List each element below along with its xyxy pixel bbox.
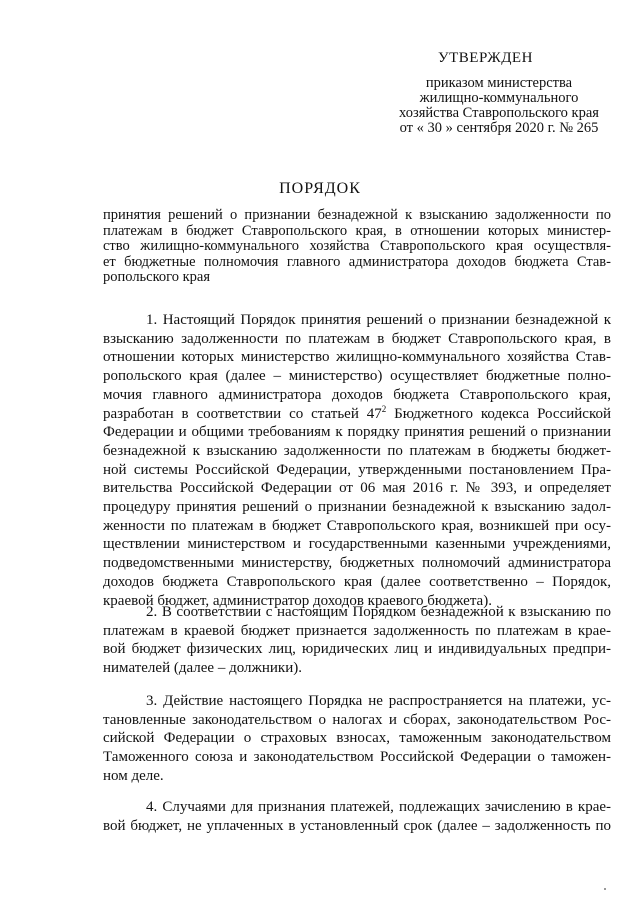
paragraph-line: ной системы Российской Федерации, утвержденными постановлением Пра- — [103, 461, 611, 478]
paragraph-line: доходов бюджета Ставропольского края (далее соответственно – Порядок, — [103, 573, 611, 590]
paragraph-1 — [103, 311, 611, 610]
subtitle-line: ропольского края — [103, 269, 211, 285]
paragraph-line: краевой бюджет, администратор доходов краевого бюджета). — [103, 592, 492, 609]
paragraph-line: безнадежной к взысканию задолженности по платежам в бюджеты бюджет- — [103, 442, 611, 459]
scan-speck — [604, 888, 606, 890]
order-line: хозяйства Ставропольского края — [399, 105, 599, 121]
paragraph-line: мочия главного администратора доходов бюджета Ставропольского края, — [103, 386, 611, 403]
order-reference — [390, 76, 608, 136]
article-text-pre: разработан в соответствии со статьей 47 — [103, 405, 382, 422]
paragraph-line: отношении которых министерство жилищно-коммунального хозяйства Став- — [103, 349, 611, 366]
paragraph-line: 4. Случаями для признания платежей, подлежащих зачислению в крае- — [146, 799, 611, 815]
paragraph-line: процедуру принятия решений о признании безнадежной к взысканию задол- — [103, 499, 611, 516]
paragraph-line: ном деле. — [103, 767, 164, 784]
paragraph-line: нимателей (далее – должники). — [103, 660, 302, 677]
subtitle-line: платежам в бюджет Ставропольского края, в отношении которых министер- — [103, 222, 611, 239]
paragraph-3 — [103, 692, 611, 786]
paragraph-line: вительства Российской Федерации от 06 мая 2016 г. № 393, и определяет — [103, 480, 611, 497]
paragraph-line: тановленные законодательством о налогах и сборах, законодательством Рос- — [103, 711, 611, 728]
paragraph-line: подведомственными министерству, бюджетных полномочий администратора — [103, 555, 611, 572]
paragraph-line: вой бюджет физических лиц, юридических лиц и индивидуальных предпри- — [103, 641, 611, 658]
paragraph-line: платежам в краевой бюджет признается задолженность по платежам в крае- — [103, 622, 611, 639]
paragraph-line: 3. Действие настоящего Порядка не распространяется на платежи, ус- — [146, 693, 611, 709]
paragraph-line: ществлении министерством и государственными казенными учреждениями, — [103, 536, 611, 553]
document-title: ПОРЯДОК — [279, 180, 361, 197]
article-text-post: Бюджетного кодекса Российской — [386, 405, 612, 422]
paragraph-line-article — [103, 405, 611, 424]
paragraph-line: женности по платежам в бюджет Ставропольского края, возникшей при осу- — [103, 517, 611, 534]
paragraph-2 — [103, 603, 611, 678]
paragraph-line: ропольского края (далее – министерство) осуществляет бюджетные полно- — [103, 368, 611, 385]
subtitle-line: принятия решений о признании безнадежной к взысканию задолженности по — [103, 207, 611, 223]
paragraph-4 — [103, 798, 611, 835]
order-line: приказом министерства — [425, 75, 573, 91]
order-line: от « 30 » сентября 2020 г. № 265 — [399, 120, 599, 136]
document-subtitle — [103, 208, 611, 286]
approved-stamp: УТВЕРЖДЕН — [438, 50, 533, 66]
paragraph-line: 2. В соответствии с настоящим Порядком безнадежной к взысканию по — [146, 604, 611, 620]
paragraph-line: 1. Настоящий Порядок принятия решений о признании безнадежной к — [146, 312, 611, 328]
paragraph-line: вой бюджет, не уплаченных в установленный срок (далее – задолженность по — [103, 817, 611, 834]
subtitle-line: ет бюджетные полномочия главного администратора доходов бюджета Став- — [103, 253, 611, 270]
order-line: жилищно-коммунального — [419, 90, 579, 106]
paragraph-line: Таможенного союза и законодательством Российской Федерации о таможен- — [103, 749, 611, 766]
paragraph-line: сийской Федерации о страховых взносах, таможенным законодательством — [103, 730, 611, 747]
article-superscript: 2 — [381, 403, 387, 414]
subtitle-line: ство жилищно-коммунального хозяйства Ставропольского края осуществля- — [103, 238, 611, 254]
paragraph-line: Федерации и общими требованиям к порядку принятия решений о признании — [103, 424, 611, 441]
paragraph-line: взысканию задолженности по платежам в бюджет Ставропольского края, в — [103, 330, 611, 347]
